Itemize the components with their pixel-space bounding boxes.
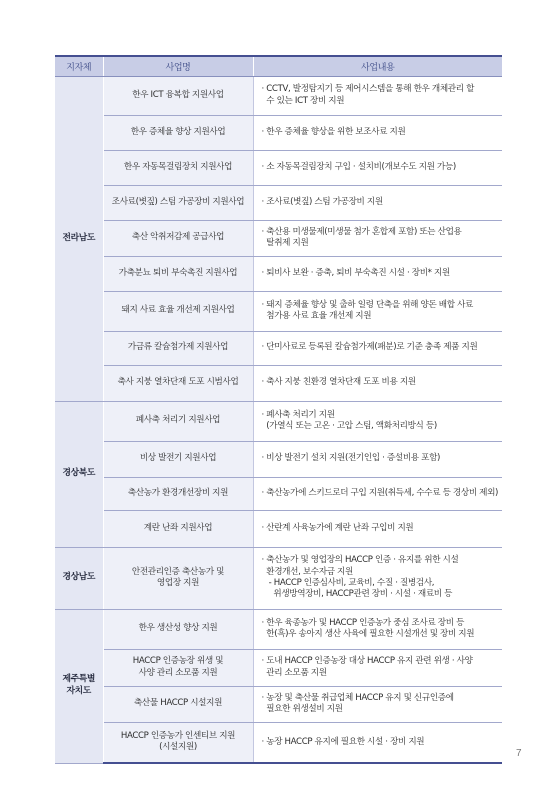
program-name: 돼지 사료 효율 개선제 지원사업 xyxy=(103,291,253,331)
program-content xyxy=(253,331,502,365)
program-name: 가축분뇨 퇴비 부숙촉진 지원사업 xyxy=(103,256,253,291)
header-program-name: 사업명 xyxy=(103,56,253,76)
program-content xyxy=(253,76,502,115)
table-row xyxy=(55,115,502,150)
header-region: 지자체 xyxy=(55,56,103,76)
program-name: 축산물 HACCP 시설지원 xyxy=(103,686,253,722)
region-cell: 경상북도 xyxy=(55,401,103,547)
program-name: 비상 발전기 지원사업 xyxy=(103,441,253,477)
table-row xyxy=(55,510,502,547)
content-line: · 축산농가에 스키드로더 구입 지원(취득세, 수수료 등 경상비 제외) xyxy=(261,487,499,498)
content-line: 환경개선, 보수자금 지원 xyxy=(261,566,353,577)
program-content xyxy=(253,401,502,441)
region-cell: 전라남도 xyxy=(55,76,103,401)
content-line: · 축사 지붕 친환경 열차단재 도포 비용 지원 xyxy=(261,377,416,388)
region-cell: 경상남도 xyxy=(55,547,103,609)
content-line: · 축산용 미생물제(미생물 첨가 혼합제 포함) 또는 산업용 xyxy=(261,226,462,237)
content-line: 한(흑)우 송아지 생산 사육에 필요한 시설개선 및 장비 지원 xyxy=(261,629,475,639)
content-line: · 산란계 사육농가에 계란 난좌 구입비 지원 xyxy=(261,522,414,533)
content-line: · CCTV, 발정탐지기 등 제어시스템을 통해 한우 개체관리 할 xyxy=(261,84,475,95)
page-number: 7 xyxy=(516,748,522,759)
content-line: · 도내 HACCP 인증농장 대상 HACCP 유지 관련 위생 · 사양 xyxy=(261,656,473,667)
content-line: · 비상 발전기 설치 지원(전기인입 · 증설비용 포함) xyxy=(261,453,441,464)
program-content xyxy=(253,256,502,291)
table-row xyxy=(55,686,502,722)
content-line: · 농장 HACCP 유지에 필요한 시설 · 장비 지원 xyxy=(261,736,425,747)
content-line: 관리 소모품 지원 xyxy=(261,667,327,678)
program-name: 축산농가 환경개선장비 지원 xyxy=(103,477,253,510)
program-name: 한우 자동목걸림장치 지원사업 xyxy=(103,150,253,185)
program-content xyxy=(253,115,502,150)
content-line: · 한우 육종농가 및 HACCP 인증농가 중심 조사료 장비 등 xyxy=(261,617,465,628)
content-line: · 폐사축 처리기 지원 xyxy=(261,409,335,420)
program-name: HACCP 인증농가 인센티브 지원 (시설지원) xyxy=(103,722,253,763)
table-row xyxy=(55,256,502,291)
table-row xyxy=(55,649,502,686)
table-row xyxy=(55,547,502,609)
table-row xyxy=(55,401,502,441)
content-line: 필요한 위생설비 지원 xyxy=(261,704,343,714)
table-row xyxy=(55,150,502,185)
content-line: · 조사료(볏짚) 스팀 가공장비 지원 xyxy=(261,196,383,207)
content-line: · 퇴비사 보완 · 증축, 퇴비 부숙촉진 시설 · 장비* 지원 xyxy=(261,267,450,278)
program-name: 폐사축 처리기 지원사업 xyxy=(103,401,253,441)
program-name: HACCP 인증농장 위생 및 사양 관리 소모품 지원 xyxy=(103,649,253,686)
content-line: - HACCP 인증심사비, 교육비, 수질 · 질병검사, xyxy=(261,578,435,588)
program-content xyxy=(253,609,502,649)
program-content xyxy=(253,441,502,477)
content-line: · 농장 및 축산물 취급업체 HACCP 유지 및 신규인증에 xyxy=(261,692,454,703)
program-content xyxy=(253,365,502,401)
table-row xyxy=(55,441,502,477)
program-name: 축산 악취저감제 공급사업 xyxy=(103,220,253,256)
table-row xyxy=(55,609,502,649)
content-line: · 돼지 증체율 향상 및 출하 일령 단축을 위해 양돈 배합 사료 xyxy=(261,299,473,310)
content-line: · 축산농가 및 영업장의 HACCP 인증 · 유지를 위한 시설 xyxy=(261,555,459,566)
table-row xyxy=(55,220,502,256)
region-cell: 제주특별 자치도 xyxy=(55,609,103,763)
support-program-table xyxy=(55,55,502,764)
program-content xyxy=(253,547,502,609)
program-content xyxy=(253,510,502,547)
header-program-content: 사업내용 xyxy=(253,56,502,76)
program-content xyxy=(253,477,502,510)
table-row xyxy=(55,722,502,763)
content-line: · 소 자동목걸림장치 구입 · 설치비(개보수도 지원 가능) xyxy=(261,161,456,172)
table-row xyxy=(55,185,502,220)
table-row xyxy=(55,365,502,401)
program-content xyxy=(253,649,502,686)
table-row xyxy=(55,331,502,365)
table-row xyxy=(55,477,502,510)
content-line: 첨가용 사료 효율 개선제 지원 xyxy=(261,311,372,321)
program-content xyxy=(253,185,502,220)
program-content xyxy=(253,722,502,763)
program-name: 조사료(볏짚) 스팀 가공장비 지원사업 xyxy=(103,185,253,220)
program-name: 한우 증체율 향상 지원사업 xyxy=(103,115,253,150)
program-name: 가금류 칼슘첨가제 지원사업 xyxy=(103,331,253,365)
content-line: 탈취제 지원 xyxy=(261,238,309,248)
table-header-row xyxy=(55,56,502,76)
program-content xyxy=(253,686,502,722)
program-name: 한우 생산성 향상 지원 xyxy=(103,609,253,649)
program-name: 계란 난좌 지원사업 xyxy=(103,510,253,547)
program-name: 안전관리인증 축산농가 및 영업장 지원 xyxy=(103,547,253,609)
program-name: 축사 지붕 열차단재 도포 시범사업 xyxy=(103,365,253,401)
content-line: · 단미사료로 등록된 칼슘첨가제(패분)로 기준 충족 제품 지원 xyxy=(261,342,478,353)
content-line: · 한우 증체율 향상을 위한 보조사료 지원 xyxy=(261,126,406,137)
content-line: 위생방역장비, HACCP관련 장비 · 시설 · 재료비 등 xyxy=(261,589,453,600)
table-row xyxy=(55,291,502,331)
content-line: 수 있는 ICT 장비 지원 xyxy=(261,95,345,106)
program-content xyxy=(253,150,502,185)
table-row xyxy=(55,76,502,115)
program-content xyxy=(253,220,502,256)
content-line: (가열식 또는 고온 · 고압 스팀, 액화처리방식 등) xyxy=(261,421,437,431)
program-name: 한우 ICT 융복합 지원사업 xyxy=(103,76,253,115)
program-content xyxy=(253,291,502,331)
